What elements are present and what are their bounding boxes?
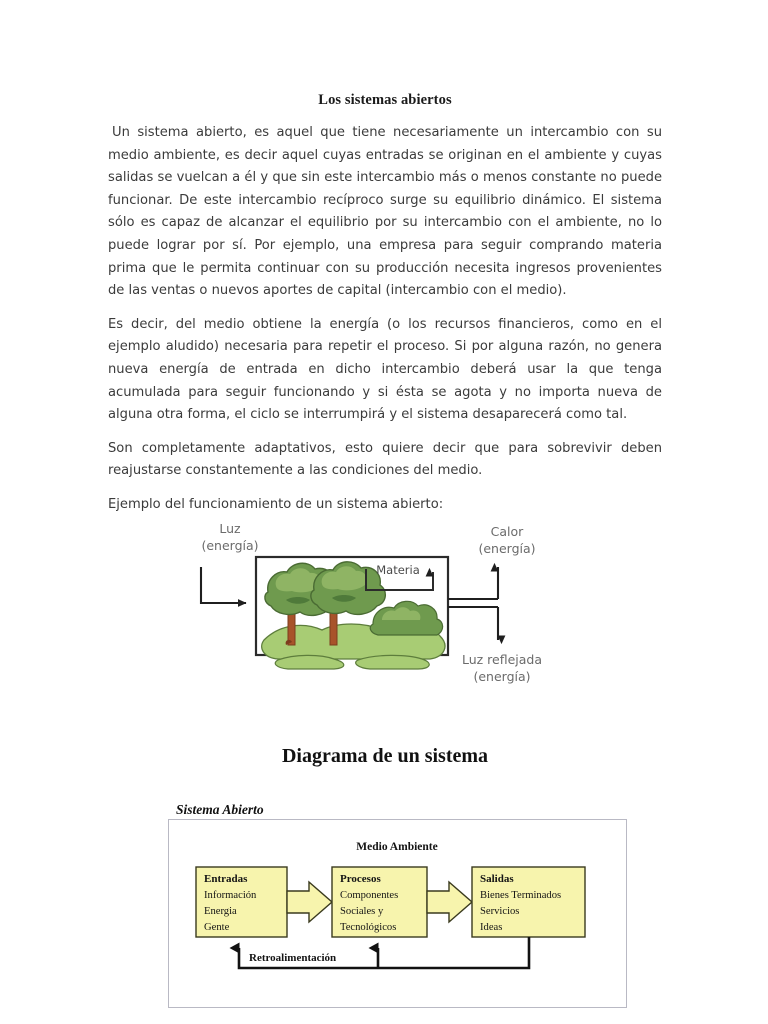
medio-ambiente-label: Medio Ambiente — [356, 841, 438, 853]
box-procesos-title: Procesos — [340, 873, 381, 885]
ecosystem-svg — [168, 512, 568, 712]
block-arrow-procesos-to-salidas — [427, 882, 472, 922]
eco-output-top-line2: (energía) — [478, 541, 536, 556]
box-salidas-item-3: Ideas — [480, 922, 503, 933]
eco-materia-label: Materia — [376, 563, 420, 577]
box-procesos-item-1: Componentes — [340, 890, 399, 901]
box-entradas-title: Entradas — [204, 873, 248, 885]
box-procesos — [332, 867, 427, 937]
diagram-heading: Diagrama de un sistema — [281, 745, 489, 767]
eco-input-label-line1: Luz — [219, 521, 241, 536]
paragraph-1: Un sistema abierto, es aquel que tiene necesariamente un intercambio con su medio ambiente, es decir aquel cuyas entradas se originan en el ambiente y cuyas salidas se vuelcan a él y que sin este intercambio más o menos constante no puede funcionar. De este intercambio recíproco surge su equilibrio dinámico. El sistema sólo es capaz de alcanzar el equilibrio por su intercambio con el ambiente, no lo puede lograr por sí. Por ejemplo, una empresa para seguir comprando materia prima que le permita continuar con su producción necesita ingresos provenientes de las ventas o nuevos aportes de capital (intercambio con el medio). — [108, 125, 662, 299]
box-procesos-item-3: Tecnológicos — [340, 922, 397, 933]
block-arrow-entradas-to-procesos — [287, 882, 332, 922]
system-diagram-frame — [168, 819, 627, 1008]
eco-input-label-line2: (energía) — [201, 538, 259, 553]
box-salidas — [472, 867, 585, 937]
eco-output-top-line1: Calor — [490, 524, 524, 539]
box-procesos-item-2: Sociales y — [340, 906, 384, 917]
document-body — [108, 122, 662, 528]
box-salidas-item-1: Bienes Terminados — [480, 890, 562, 901]
paragraph-3: Son completamente adaptativos, esto quiere decir que para sobrevivir deben reajustarse constantemente a las condiciones del medio. — [108, 440, 662, 479]
eco-landscape — [262, 562, 445, 669]
box-entradas — [196, 867, 287, 937]
box-salidas-item-2: Servicios — [480, 906, 520, 917]
paragraph-4: Ejemplo del funcionamiento de un sistema abierto: — [108, 496, 444, 512]
box-entradas-item-3: Gente — [204, 922, 230, 933]
paragraph-2: Es decir, del medio obtiene la energía (o los recursos financieros, como en el ejemplo aludido) necesaria para repetir el proceso. Si por alguna razón, no genera nueva energía de entrada en dicho intercambio deberá usar la que tenga acumulada para seguir funcionando y si ésta se agota y no importa nueva de alguna otra forma, el ciclo se interrumpirá y el sistema desaparecerá como tal. — [108, 316, 662, 423]
ecosystem-figure — [168, 512, 568, 712]
system-diagram-svg — [169, 820, 626, 1007]
eco-output-bottom-line2: (energía) — [473, 669, 531, 684]
box-entradas-item-2: Energia — [204, 906, 237, 917]
eco-input-arrow — [201, 567, 246, 603]
feedback-label: Retroalimentación — [249, 952, 337, 964]
page-title: Los sistemas abiertos — [318, 92, 452, 108]
sistema-abierto-label: Sistema Abierto — [176, 802, 264, 817]
box-entradas-item-1: Información — [204, 890, 257, 901]
box-salidas-title: Salidas — [480, 873, 514, 885]
eco-output-bottom-line1: Luz reflejada — [461, 652, 543, 667]
